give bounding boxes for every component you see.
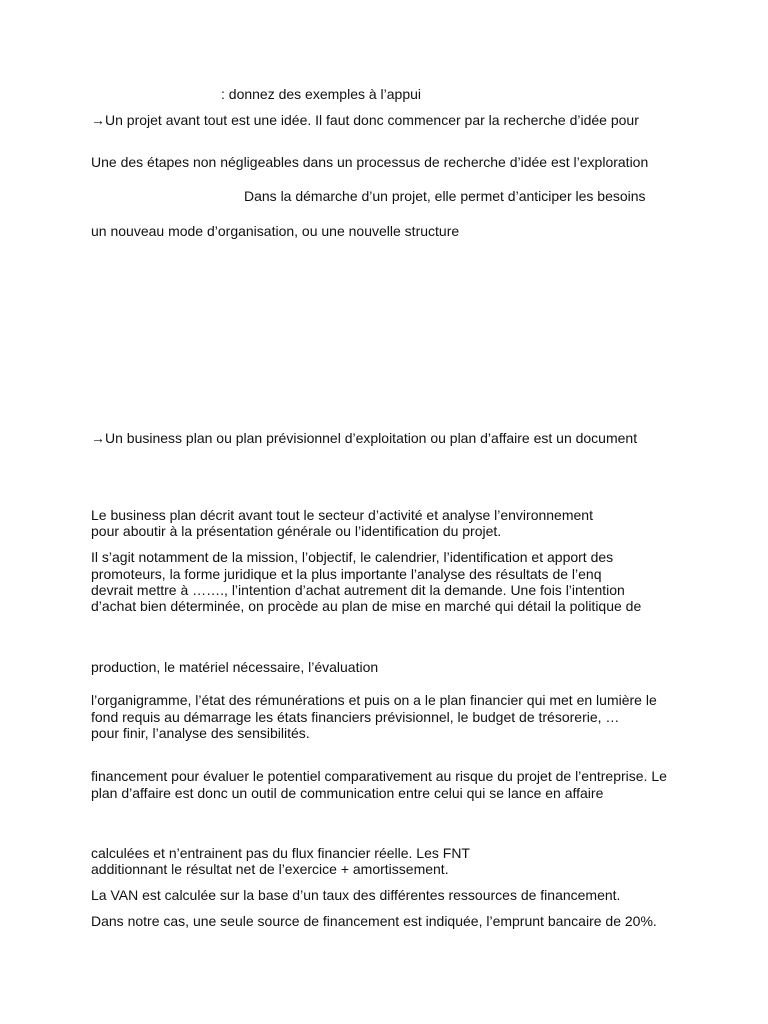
text-line: devrait mettre à ……., l’intention d’achat autrement dit la demande. Une fois l’intention — [91, 582, 625, 598]
text-line: financement pour évaluer le potentiel comparativement au risque du projet de l’entreprise. Le — [91, 768, 667, 784]
text-line: un nouveau mode d’organisation, ou une nouvelle structure — [91, 223, 460, 239]
text-line: →Un projet avant tout est une idée. Il faut donc commencer par la recherche d’idée pour — [91, 112, 639, 128]
text-line: : donnez des exemples à l’appui — [221, 86, 422, 102]
text-line: d’achat bien déterminée, on procède au plan de mise en marché qui détail la politique de — [91, 598, 642, 614]
text-line: Dans notre cas, une seule source de financement est indiquée, l’emprunt bancaire de 20%. — [91, 913, 657, 929]
text-line: production, le matériel nécessaire, l’évaluation — [91, 659, 379, 675]
text-line: fond requis au démarrage les états financiers prévisionnel, le budget de trésorerie, … — [91, 709, 620, 725]
text-line: La VAN est calculée sur la base d’un taux des différentes ressources de financement. — [91, 887, 621, 903]
text-line: Le business plan décrit avant tout le secteur d’activité et analyse l’environnement — [91, 507, 593, 523]
text-line: l’organigramme, l’état des rémunérations et puis on a le plan financier qui met en lumière le — [91, 692, 657, 708]
text-line: plan d’affaire est donc un outil de communication entre celui qui se lance en affaire — [91, 785, 604, 801]
text-line: additionnant le résultat net de l’exercice + amortissement. — [91, 861, 449, 877]
text-line: promoteurs, la forme juridique et la plus importante l’analyse des résultats de l’enq — [91, 566, 602, 582]
text-line: pour aboutir à la présentation générale ou l’identification du projet. — [91, 523, 502, 539]
text-line: pour finir, l’analyse des sensibilités. — [91, 725, 310, 741]
text-line: Il s’agit notamment de la mission, l’objectif, le calendrier, l’identification et apport des — [91, 549, 614, 565]
text-line: Une des étapes non négligeables dans un processus de recherche d’idée est l’exploration — [91, 154, 649, 170]
text-line: Dans la démarche d’un projet, elle permet d’anticiper les besoins — [244, 188, 646, 204]
text-line: →Un business plan ou plan prévisionnel d’exploitation ou plan d’affaire est un document — [91, 430, 638, 446]
text-line: calculées et n’entrainent pas du flux financier réelle. Les FNT — [91, 845, 470, 861]
